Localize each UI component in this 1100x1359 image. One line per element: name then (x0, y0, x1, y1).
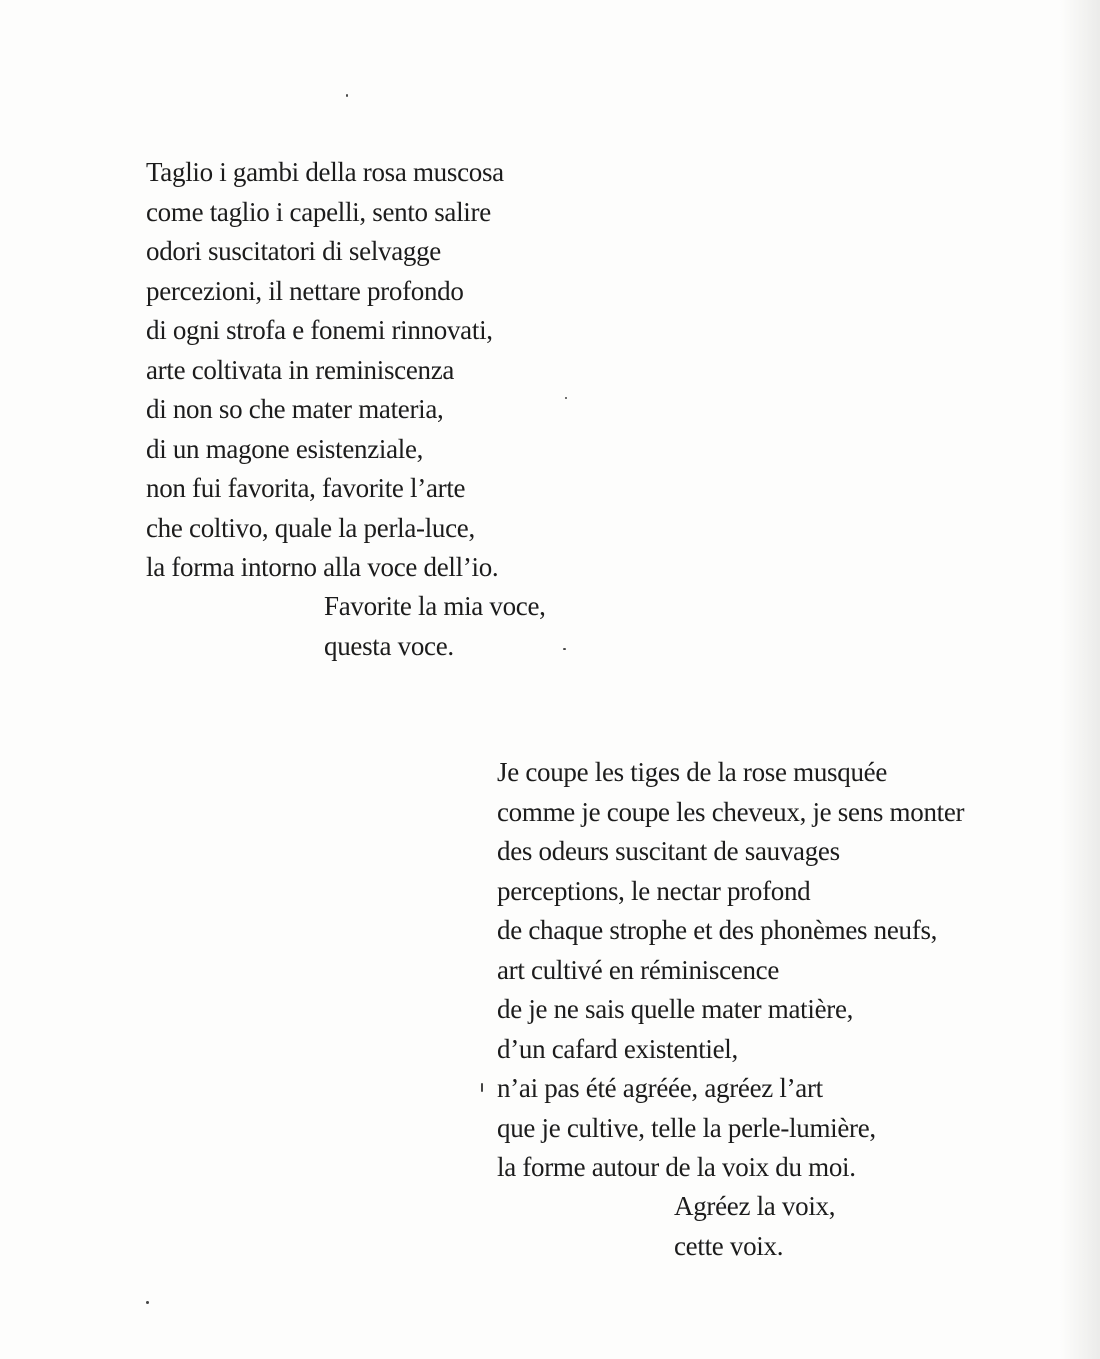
italian-envoi-line: questa voce. (324, 630, 454, 661)
french-poem-line: des odeurs suscitant de sauvages (497, 836, 840, 866)
french-poem (497, 753, 964, 1188)
french-poem-line: que je cultive, telle la perle-lumière, (497, 1112, 876, 1143)
italian-poem-line: percezioni, il nettare profondo (146, 275, 464, 306)
italian-poem-line: di ogni strofa e fonemi rinnovati, (146, 315, 493, 345)
french-poem-line: art cultivé en réminiscence (497, 954, 780, 985)
italian-poem-line: la forma intorno alla voce dell’io. (146, 552, 499, 582)
french-envoi-line: cette voix. (674, 1230, 784, 1261)
french-poem-line: de chaque strophe et des phonèmes neufs, (497, 915, 938, 945)
french-poem-line: perceptions, le nectar profond (497, 875, 811, 906)
paper-speck (481, 1083, 483, 1092)
french-poem-line: la forme autour de la voix du moi. (497, 1152, 856, 1182)
french-poem-line: d’un cafard existentiel, (497, 1033, 738, 1064)
french-poem-envoi (674, 1187, 835, 1266)
paper-speck (346, 94, 348, 97)
page-shadow-edge (1060, 0, 1100, 1359)
italian-poem-line: che coltivo, quale la perla-luce, (146, 512, 475, 543)
italian-poem-line: come taglio i capelli, sento salire (146, 196, 491, 227)
italian-poem-line: di non so che mater materia, (146, 394, 444, 424)
french-poem-line: Je coupe les tiges de la rose musquée (497, 757, 888, 787)
french-poem-line: comme je coupe les cheveux, je sens monter (497, 796, 965, 827)
italian-poem-line: odori suscitatori di selvagge (146, 236, 441, 266)
italian-poem (146, 153, 504, 588)
french-poem-line: de je ne sais quelle mater matière, (497, 994, 854, 1024)
italian-poem-line: arte coltivata in reminiscenza (146, 354, 455, 385)
italian-envoi-line: Favorite la mia voce, (324, 591, 546, 621)
french-poem-line: n’ai pas été agréée, agréez l’art (497, 1073, 823, 1103)
paper-speck (565, 397, 567, 399)
italian-poem-line: di un magone esistenziale, (146, 433, 424, 464)
paper-speck (563, 648, 566, 650)
italian-poem-line: Taglio i gambi della rosa muscosa (146, 157, 504, 187)
french-envoi-line: Agréez la voix, (674, 1191, 836, 1221)
paper-speck (146, 1301, 149, 1304)
italian-poem-line: non fui favorita, favorite l’arte (146, 473, 466, 503)
italian-poem-envoi (324, 587, 546, 666)
